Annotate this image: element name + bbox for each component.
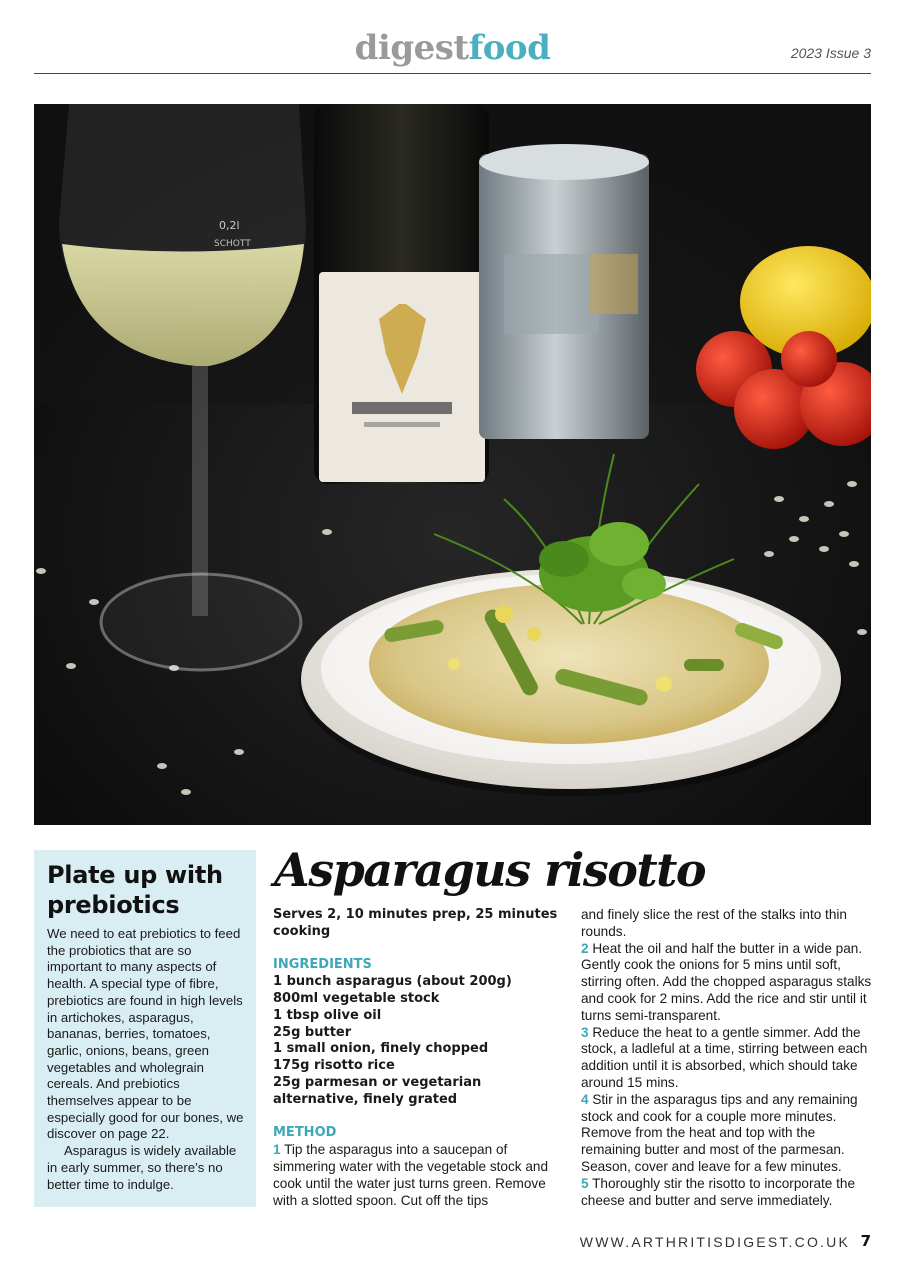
step-number: 5 [581, 1175, 589, 1191]
method-step-4 [581, 1092, 876, 1176]
ingredient-item: 1 tbsp olive oil [273, 1007, 382, 1023]
ingredient-item: 25g butter [273, 1024, 352, 1040]
step-text: Stir in the asparagus tips and any remaining stock and cook for a couple more minutes. Remove from the heat and top with the remaining butter and most of the parmesan. Season, cover and leave for a few minutes. [581, 1091, 858, 1174]
wine-bottle [314, 104, 489, 484]
method-step-2 [581, 941, 876, 1025]
recipe-column-2 [581, 907, 876, 1209]
ingredient-item: 1 bunch asparagus (about 200g) [273, 974, 512, 990]
step-text: Heat the oil and half the butter in a wide pan. Gently cook the onions for 5 mins until soft, stirring often. Add the chopped asparagus stalks and cook for 2 mins. Add the rice and stir until it turns semi-transparent. [581, 940, 872, 1023]
method-step-1 [273, 1142, 563, 1209]
recipe-title: Asparagus risotto [274, 843, 706, 897]
magazine-masthead [0, 28, 905, 68]
step-number: 2 [581, 940, 589, 956]
method-step-3 [581, 1025, 876, 1092]
masthead-digest: digest [354, 28, 469, 68]
ingredient-item: 1 small onion, finely chopped [273, 1041, 489, 1057]
ingredients-heading: INGREDIENTS [273, 957, 372, 973]
masthead-food: food [468, 28, 551, 68]
step-text: Thoroughly stir the risotto to incorporate the cheese and butter and serve immediately. [581, 1175, 856, 1208]
method-step-5 [581, 1176, 876, 1210]
risotto-photo [34, 104, 871, 825]
rice-tin [479, 144, 649, 439]
step-number: 1 [273, 1142, 281, 1158]
tomato [781, 331, 837, 387]
ingredient-item: 25g parmesan or vegetarian alternative, finely grated [273, 1074, 482, 1107]
sidebar-paragraph: We need to eat prebiotics to feed the probiotics that are so important to many aspects of health. A special type of fibre, prebiotics are found in high levels in artichokes, asparagus, bananas, berries, tomatoes, garlic, onions, beans, green vegetables and wholegrain cereals. And prebiotics themselves appear to be especially good for our bones, we discover on page 22. [47, 926, 244, 1142]
step-number: 3 [581, 1024, 589, 1040]
recipe-column-1 [273, 907, 563, 1209]
ingredient-item: 800ml vegetable stock [273, 990, 440, 1006]
website-url: WWW.ARTHRITISDIGEST.CO.UK [579, 1234, 850, 1250]
step-number: 4 [581, 1091, 589, 1107]
page-number: 7 [860, 1232, 871, 1250]
header-rule [34, 73, 871, 74]
glass-measure-text: 0,2l [219, 219, 240, 232]
sidebar-heading: Plate up with prebiotics [47, 861, 223, 919]
issue-label: 2023 Issue 3 [790, 45, 871, 61]
method-heading: METHOD [273, 1125, 337, 1141]
glass-brand-text: SCHOTT [214, 239, 251, 249]
ingredient-item: 175g risotto rice [273, 1058, 395, 1074]
method-step-1-continued: and finely slice the rest of the stalks into thin rounds. [581, 907, 847, 939]
prebiotics-sidebar [34, 850, 256, 1207]
step-text: Reduce the heat to a gentle simmer. Add the stock, a ladleful at a time, stirring between each addition until it is absorbed, which should take around 15 mins. [581, 1024, 868, 1090]
step-text: Tip the asparagus into a saucepan of simmering water with the vegetable stock and cook until the water just turns green. Remove with a slotted spoon. Cut off the tips [273, 1142, 549, 1208]
serves-info: Serves 2, 10 minutes prep, 25 minutes cooking [273, 907, 558, 939]
sidebar-paragraph: Asparagus is widely available in early summer, so there’s no better time to indulge. [47, 1143, 237, 1192]
